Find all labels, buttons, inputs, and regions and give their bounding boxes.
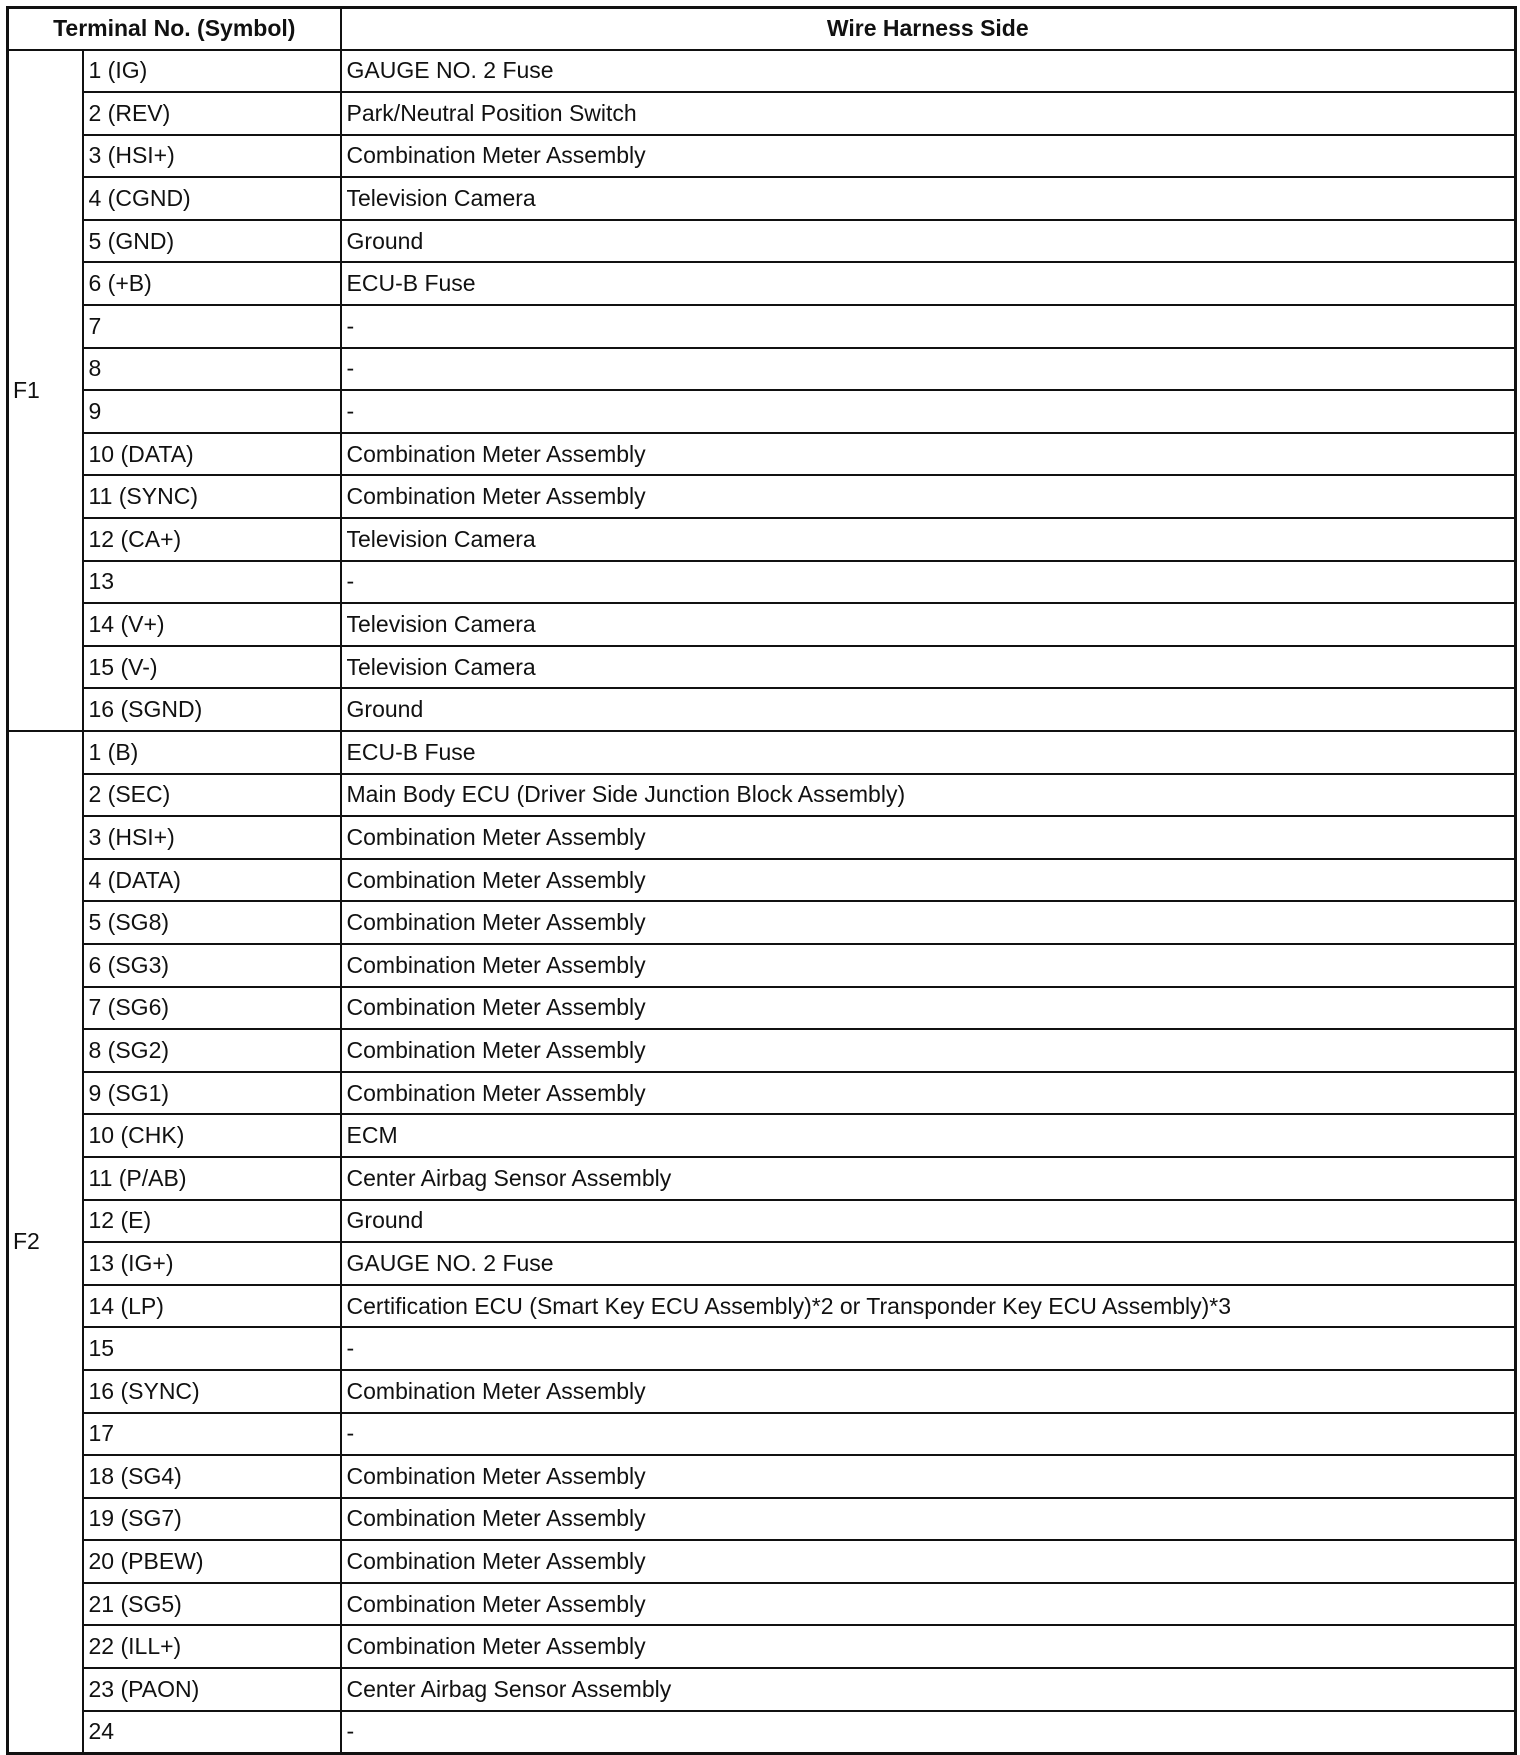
- wire-harness-side-cell: Combination Meter Assembly: [341, 944, 1516, 987]
- terminal-cell: 19 (SG7): [83, 1498, 341, 1541]
- wire-harness-side-cell: Combination Meter Assembly: [341, 1455, 1516, 1498]
- table-row: [8, 1072, 1516, 1115]
- wire-harness-side-cell: Ground: [341, 220, 1516, 263]
- table-row: [8, 177, 1516, 220]
- table-row: [8, 1455, 1516, 1498]
- wire-harness-side-cell: Main Body ECU (Driver Side Junction Block Assembly): [341, 774, 1516, 817]
- table-row: [8, 987, 1516, 1030]
- table-row: [8, 1540, 1516, 1583]
- terminal-cell: 10 (CHK): [83, 1114, 341, 1157]
- table-row: [8, 1327, 1516, 1370]
- wire-harness-side-cell: Television Camera: [341, 177, 1516, 220]
- table-row: [8, 262, 1516, 305]
- connector-label: F1: [8, 50, 83, 732]
- table-row: [8, 390, 1516, 433]
- table-row: [8, 1583, 1516, 1626]
- wire-harness-side-cell: -: [341, 390, 1516, 433]
- terminal-cell: 23 (PAON): [83, 1668, 341, 1711]
- wire-harness-side-cell: Combination Meter Assembly: [341, 433, 1516, 476]
- wire-harness-side-cell: ECU-B Fuse: [341, 262, 1516, 305]
- table-row: [8, 220, 1516, 263]
- header-row: [8, 8, 1516, 50]
- terminal-cell: 8: [83, 348, 341, 391]
- terminal-cell: 9 (SG1): [83, 1072, 341, 1115]
- table-row: [8, 1242, 1516, 1285]
- wire-harness-side-cell: Certification ECU (Smart Key ECU Assembly)*2 or Transponder Key ECU Assembly)*3: [341, 1285, 1516, 1328]
- table-row: [8, 348, 1516, 391]
- terminal-cell: 21 (SG5): [83, 1583, 341, 1626]
- wire-harness-side-cell: Television Camera: [341, 646, 1516, 689]
- table-row: [8, 561, 1516, 604]
- terminal-cell: 13 (IG+): [83, 1242, 341, 1285]
- terminal-cell: 2 (REV): [83, 92, 341, 135]
- table-row: [8, 1285, 1516, 1328]
- table-row: [8, 1498, 1516, 1541]
- terminal-cell: 15: [83, 1327, 341, 1370]
- wire-harness-side-cell: -: [341, 305, 1516, 348]
- table-row: [8, 1413, 1516, 1456]
- wire-harness-side-cell: GAUGE NO. 2 Fuse: [341, 50, 1516, 93]
- terminal-cell: 4 (DATA): [83, 859, 341, 902]
- table-row: [8, 688, 1516, 731]
- wire-harness-side-cell: Combination Meter Assembly: [341, 859, 1516, 902]
- terminal-cell: 7: [83, 305, 341, 348]
- terminal-cell: 9: [83, 390, 341, 433]
- table-row: [8, 1711, 1516, 1754]
- wire-harness-side-cell: Combination Meter Assembly: [341, 135, 1516, 178]
- wire-harness-side-cell: Center Airbag Sensor Assembly: [341, 1157, 1516, 1200]
- table-row: [8, 135, 1516, 178]
- wire-harness-side-cell: -: [341, 1413, 1516, 1456]
- table-row: [8, 603, 1516, 646]
- terminal-cell: 22 (ILL+): [83, 1625, 341, 1668]
- wire-harness-side-cell: Television Camera: [341, 518, 1516, 561]
- terminal-cell: 5 (GND): [83, 220, 341, 263]
- header-wire-harness-side: Wire Harness Side: [341, 8, 1516, 50]
- wire-harness-side-cell: Combination Meter Assembly: [341, 475, 1516, 518]
- table-header: [8, 8, 1516, 50]
- terminal-cell: 18 (SG4): [83, 1455, 341, 1498]
- table-row: [8, 1370, 1516, 1413]
- terminal-cell: 7 (SG6): [83, 987, 341, 1030]
- terminal-cell: 14 (V+): [83, 603, 341, 646]
- wire-harness-side-cell: Combination Meter Assembly: [341, 901, 1516, 944]
- wire-harness-side-cell: Combination Meter Assembly: [341, 1625, 1516, 1668]
- table-row: [8, 50, 1516, 93]
- table-body: [8, 50, 1516, 1754]
- wire-harness-side-cell: -: [341, 561, 1516, 604]
- terminal-cell: 11 (P/AB): [83, 1157, 341, 1200]
- terminal-cell: 17: [83, 1413, 341, 1456]
- wire-harness-side-cell: Ground: [341, 1200, 1516, 1243]
- wire-harness-side-cell: GAUGE NO. 2 Fuse: [341, 1242, 1516, 1285]
- table-row: [8, 1157, 1516, 1200]
- wire-harness-side-cell: -: [341, 1327, 1516, 1370]
- table-row: [8, 859, 1516, 902]
- terminal-cell: 13: [83, 561, 341, 604]
- terminal-cell: 5 (SG8): [83, 901, 341, 944]
- terminal-cell: 1 (B): [83, 731, 341, 774]
- wire-harness-side-cell: Combination Meter Assembly: [341, 816, 1516, 859]
- wire-harness-side-cell: Ground: [341, 688, 1516, 731]
- wire-harness-side-cell: Center Airbag Sensor Assembly: [341, 1668, 1516, 1711]
- terminal-cell: 6 (+B): [83, 262, 341, 305]
- terminal-cell: 12 (CA+): [83, 518, 341, 561]
- table-row: [8, 646, 1516, 689]
- terminal-cell: 10 (DATA): [83, 433, 341, 476]
- terminal-table: [6, 6, 1517, 1755]
- terminal-cell: 6 (SG3): [83, 944, 341, 987]
- table-row: [8, 1114, 1516, 1157]
- wire-harness-side-cell: Combination Meter Assembly: [341, 1072, 1516, 1115]
- terminal-cell: 16 (SGND): [83, 688, 341, 731]
- table-row: [8, 1668, 1516, 1711]
- terminal-cell: 12 (E): [83, 1200, 341, 1243]
- terminal-cell: 4 (CGND): [83, 177, 341, 220]
- wire-harness-side-cell: -: [341, 1711, 1516, 1754]
- terminal-cell: 20 (PBEW): [83, 1540, 341, 1583]
- table-row: [8, 774, 1516, 817]
- table-row: [8, 1200, 1516, 1243]
- terminal-cell: 8 (SG2): [83, 1029, 341, 1072]
- table-row: [8, 475, 1516, 518]
- wire-harness-side-cell: Combination Meter Assembly: [341, 1540, 1516, 1583]
- table-row: [8, 1625, 1516, 1668]
- terminal-cell: 3 (HSI+): [83, 816, 341, 859]
- table-row: [8, 944, 1516, 987]
- wire-harness-side-cell: ECM: [341, 1114, 1516, 1157]
- table-row: [8, 816, 1516, 859]
- wire-harness-side-cell: Park/Neutral Position Switch: [341, 92, 1516, 135]
- table-row: [8, 731, 1516, 774]
- header-terminal: Terminal No. (Symbol): [8, 8, 341, 50]
- wire-harness-side-cell: Combination Meter Assembly: [341, 1583, 1516, 1626]
- terminal-cell: 3 (HSI+): [83, 135, 341, 178]
- terminal-cell: 16 (SYNC): [83, 1370, 341, 1413]
- table-row: [8, 92, 1516, 135]
- table-row: [8, 433, 1516, 476]
- table-row: [8, 305, 1516, 348]
- wire-harness-side-cell: Television Camera: [341, 603, 1516, 646]
- table-row: [8, 518, 1516, 561]
- terminal-cell: 1 (IG): [83, 50, 341, 93]
- wire-harness-side-cell: Combination Meter Assembly: [341, 1498, 1516, 1541]
- connector-label: F2: [8, 731, 83, 1753]
- wire-harness-side-cell: -: [341, 348, 1516, 391]
- wire-harness-side-cell: Combination Meter Assembly: [341, 1029, 1516, 1072]
- terminal-cell: 14 (LP): [83, 1285, 341, 1328]
- terminal-cell: 24: [83, 1711, 341, 1754]
- wire-harness-side-cell: Combination Meter Assembly: [341, 1370, 1516, 1413]
- terminal-cell: 15 (V-): [83, 646, 341, 689]
- wire-harness-side-cell: Combination Meter Assembly: [341, 987, 1516, 1030]
- terminal-table-container: [6, 6, 1514, 1755]
- wire-harness-side-cell: ECU-B Fuse: [341, 731, 1516, 774]
- table-row: [8, 1029, 1516, 1072]
- terminal-cell: 2 (SEC): [83, 774, 341, 817]
- terminal-cell: 11 (SYNC): [83, 475, 341, 518]
- table-row: [8, 901, 1516, 944]
